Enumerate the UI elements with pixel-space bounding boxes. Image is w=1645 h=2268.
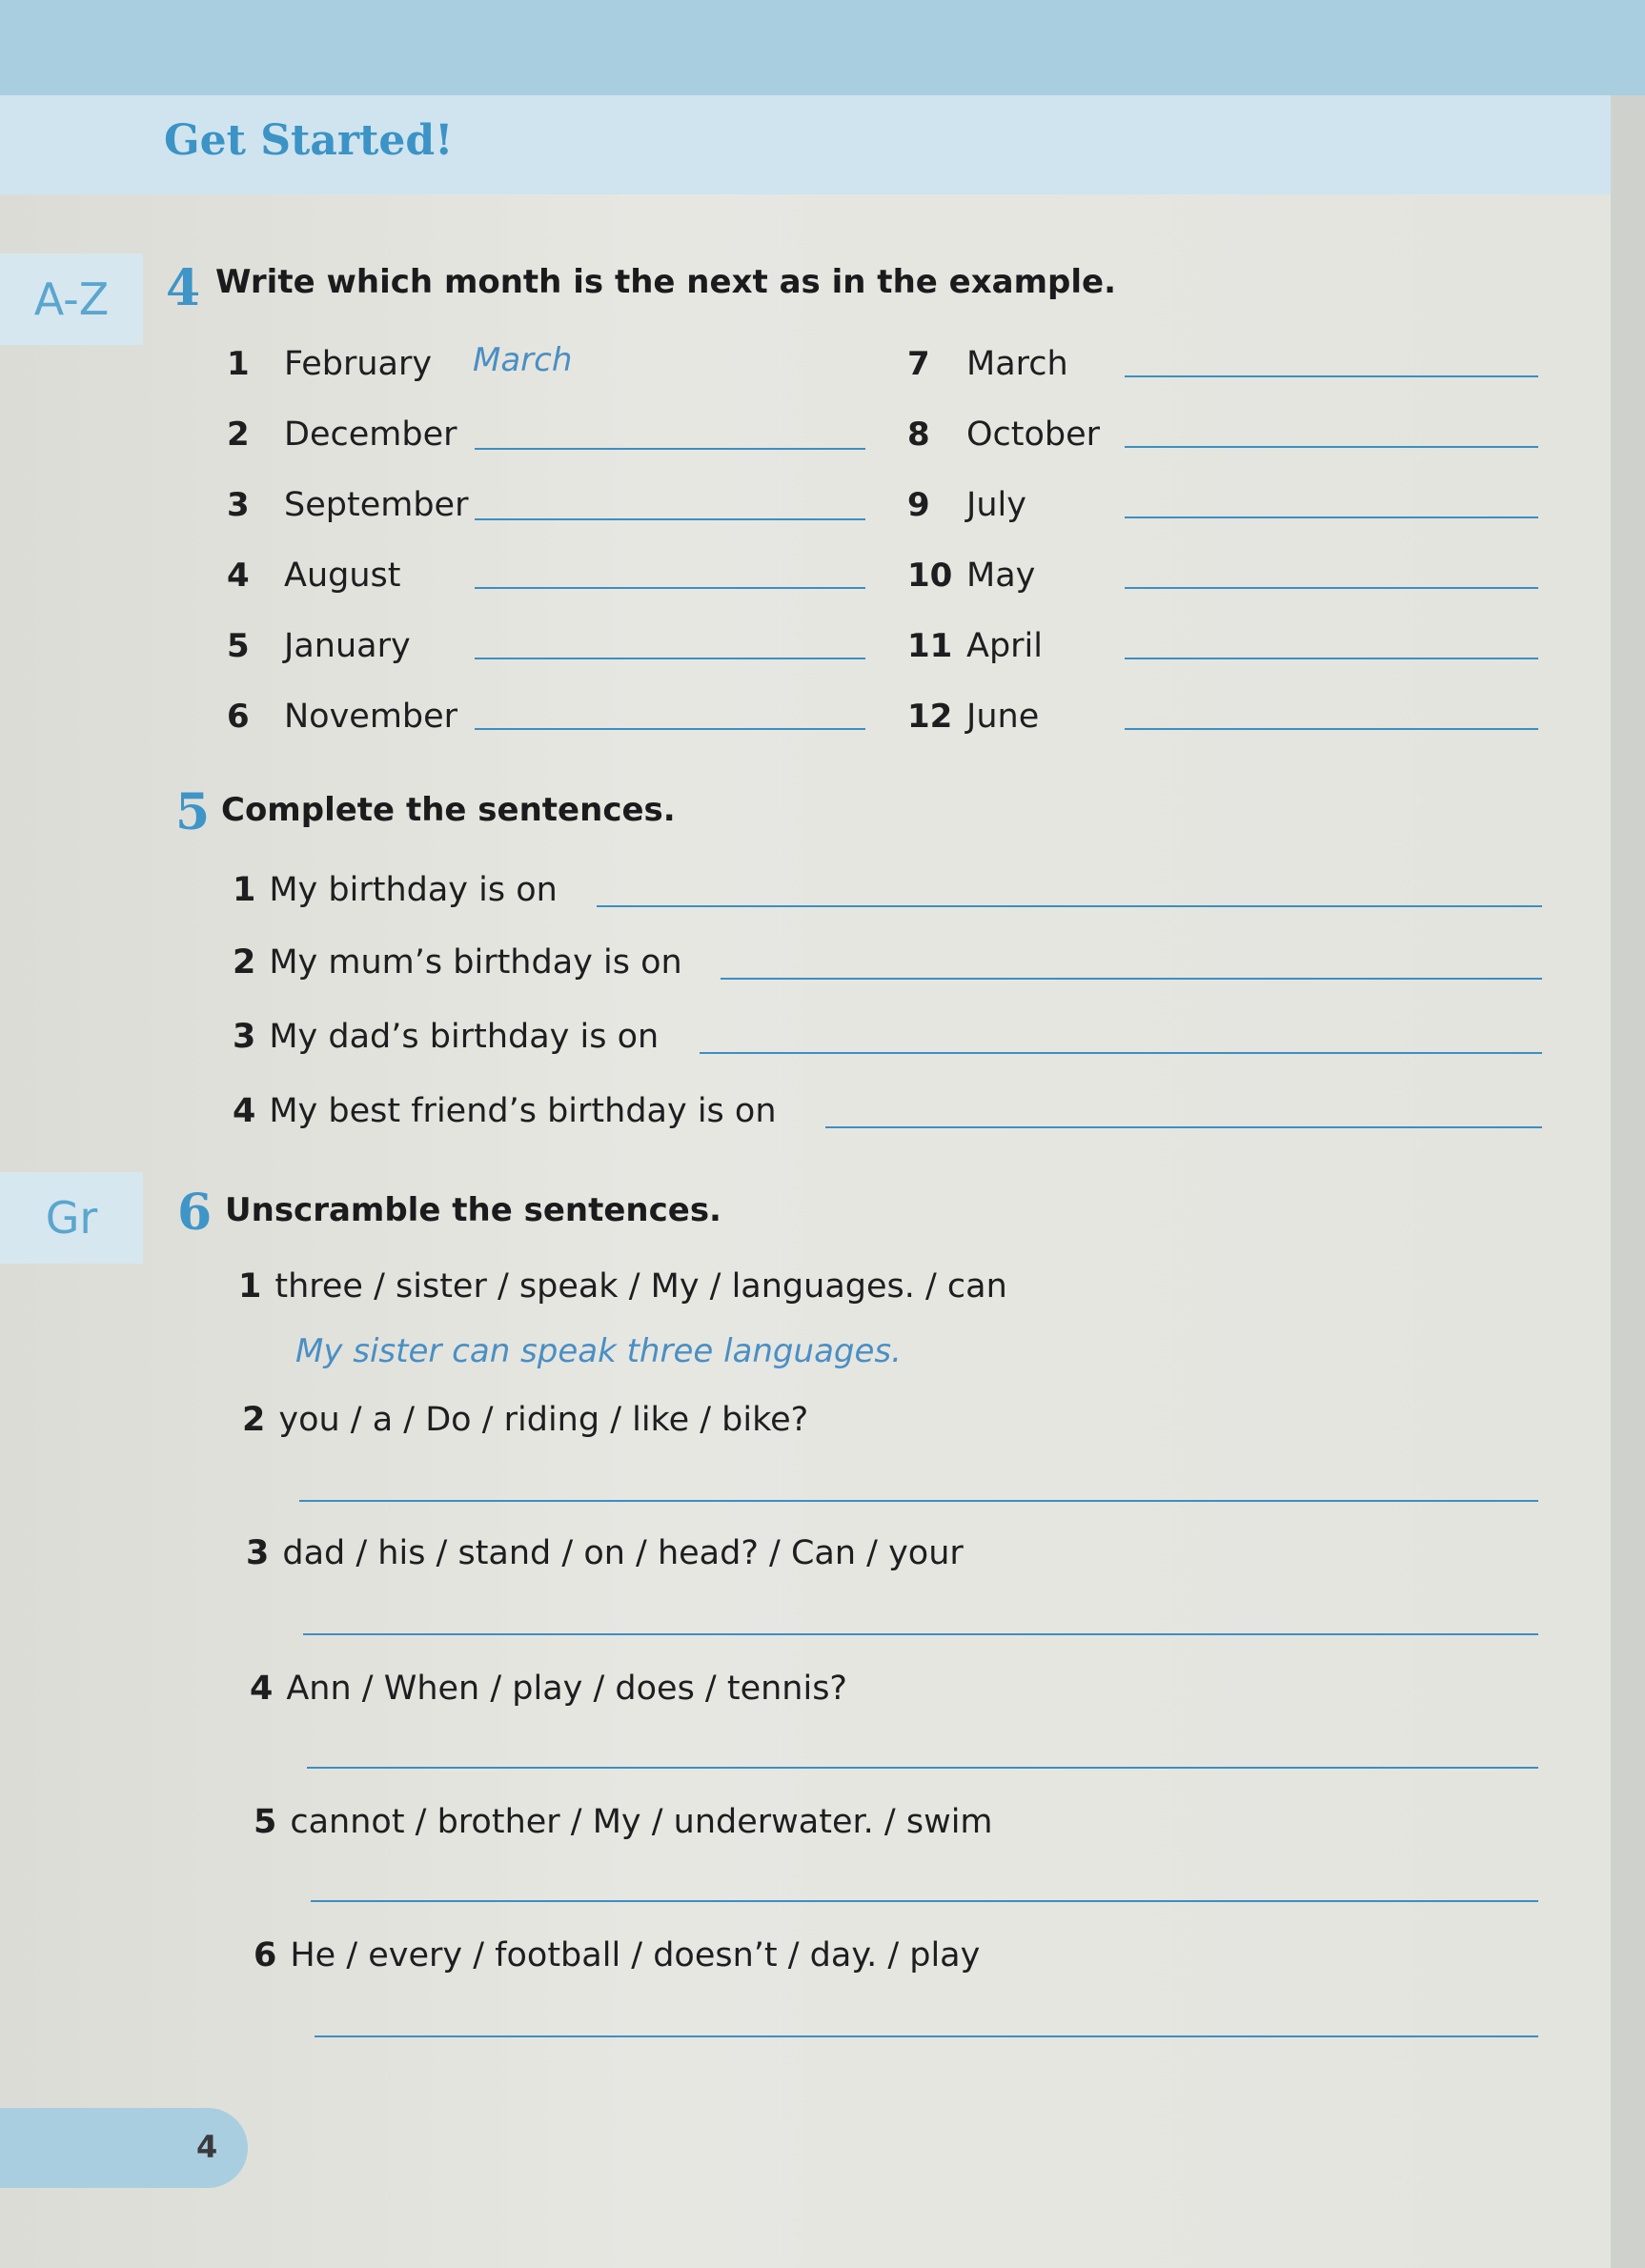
month-item [227,549,894,597]
month-label: December [284,415,457,454]
scrambled-words: Ann / When / play / does / tennis? [286,1670,848,1708]
month-label: October [966,415,1101,454]
exercise-5-instruction: Complete the sentences. [221,791,676,829]
answer-line[interactable] [1125,446,1538,448]
answer-line[interactable] [307,1767,1538,1769]
item-number: 3 [246,1534,270,1572]
item-number: 8 [907,415,930,454]
item-number: 7 [907,345,930,383]
sentence-item [233,1018,659,1056]
month-label: March [966,345,1068,383]
month-item [907,690,1527,738]
item-number: 2 [233,943,256,982]
top-color-band [0,0,1645,95]
item-number: 1 [238,1267,262,1306]
month-item [227,619,894,667]
item-number: 10 [907,557,953,595]
answer-line[interactable] [1125,587,1538,589]
answer-line[interactable] [315,2035,1538,2037]
scrambled-sentence [246,1534,964,1572]
month-label: November [284,698,458,736]
item-number: 9 [907,486,930,524]
scrambled-sentence [250,1670,847,1708]
answer-line[interactable] [475,728,865,730]
month-label: June [966,698,1040,736]
month-item [907,549,1527,597]
exercise-6-number: 6 [177,1184,213,1242]
answer-line[interactable] [1125,728,1538,730]
sentence-item [233,943,682,982]
exercise-4-instruction: Write which month is the next as in the example. [215,263,1116,301]
answer-line[interactable] [311,1900,1538,1902]
month-item [907,478,1527,526]
exercise-5-number: 5 [175,783,211,841]
scrambled-words: dad / his / stand / on / head? / Can / your [282,1534,964,1572]
answer-line[interactable] [1125,658,1538,659]
answer-line[interactable] [721,978,1542,980]
month-label: February [284,345,433,383]
example-answer: March [473,341,573,379]
exercise-4-number: 4 [166,259,201,317]
scrambled-sentence [254,1803,993,1841]
sentence-text: My best friend’s birthday is on [269,1092,777,1130]
answer-line[interactable] [825,1126,1542,1128]
sentence-item [233,1092,777,1130]
item-number: 5 [227,627,250,665]
scrambled-words: three / sister / speak / My / languages. / can [274,1267,1007,1306]
answer-line[interactable] [475,658,865,659]
scrambled-words: cannot / brother / My / underwater. / swim [290,1803,993,1841]
item-number: 12 [907,698,953,736]
page-number: 4 [196,2129,218,2165]
month-label: January [284,627,411,665]
answer-line[interactable] [1125,375,1538,377]
item-number: 6 [254,1936,277,1974]
item-number: 2 [227,415,250,454]
item-number: 3 [227,486,250,524]
grammar-tag: Gr [0,1172,143,1264]
answer-line[interactable] [303,1633,1538,1635]
month-label: September [284,486,469,524]
month-label: July [966,486,1026,524]
sentence-item [233,871,558,909]
sentence-text: My birthday is on [269,871,558,909]
item-number: 3 [233,1018,256,1056]
month-label: May [966,557,1036,595]
item-number: 11 [907,627,953,665]
month-item [907,619,1527,667]
sentence-text: My dad’s birthday is on [269,1018,660,1056]
item-number: 5 [254,1803,277,1841]
scrambled-sentence [254,1936,980,1974]
example-answer: My sister can speak three languages. [295,1332,902,1370]
item-number: 2 [242,1401,266,1439]
vocabulary-tag: A-Z [0,253,143,345]
month-label: April [966,627,1043,665]
scrambled-words: He / every / football / doesn’t / day. / play [290,1936,981,1974]
scrambled-sentence [238,1267,1007,1306]
month-item [907,337,1527,385]
item-number: 4 [233,1092,256,1130]
month-item [907,408,1527,456]
page-title: Get Started! [164,116,454,165]
answer-line[interactable] [475,587,865,589]
item-number: 4 [250,1670,274,1708]
item-number: 1 [233,871,256,909]
answer-line[interactable] [597,905,1542,907]
sentence-text: My mum’s birthday is on [269,943,682,982]
answer-line[interactable] [475,448,865,450]
item-number: 6 [227,698,250,736]
scrambled-words: you / a / Do / riding / like / bike? [278,1401,809,1439]
answer-line[interactable] [475,518,865,520]
scrambled-sentence [242,1401,808,1439]
exercise-6-instruction: Unscramble the sentences. [225,1191,721,1229]
item-number: 4 [227,557,250,595]
page-edge [1611,0,1645,2268]
answer-line[interactable] [1125,516,1538,518]
item-number: 1 [227,345,250,383]
answer-line[interactable] [299,1500,1538,1502]
answer-line[interactable] [700,1052,1542,1054]
month-item [227,690,894,738]
month-label: August [284,557,401,595]
